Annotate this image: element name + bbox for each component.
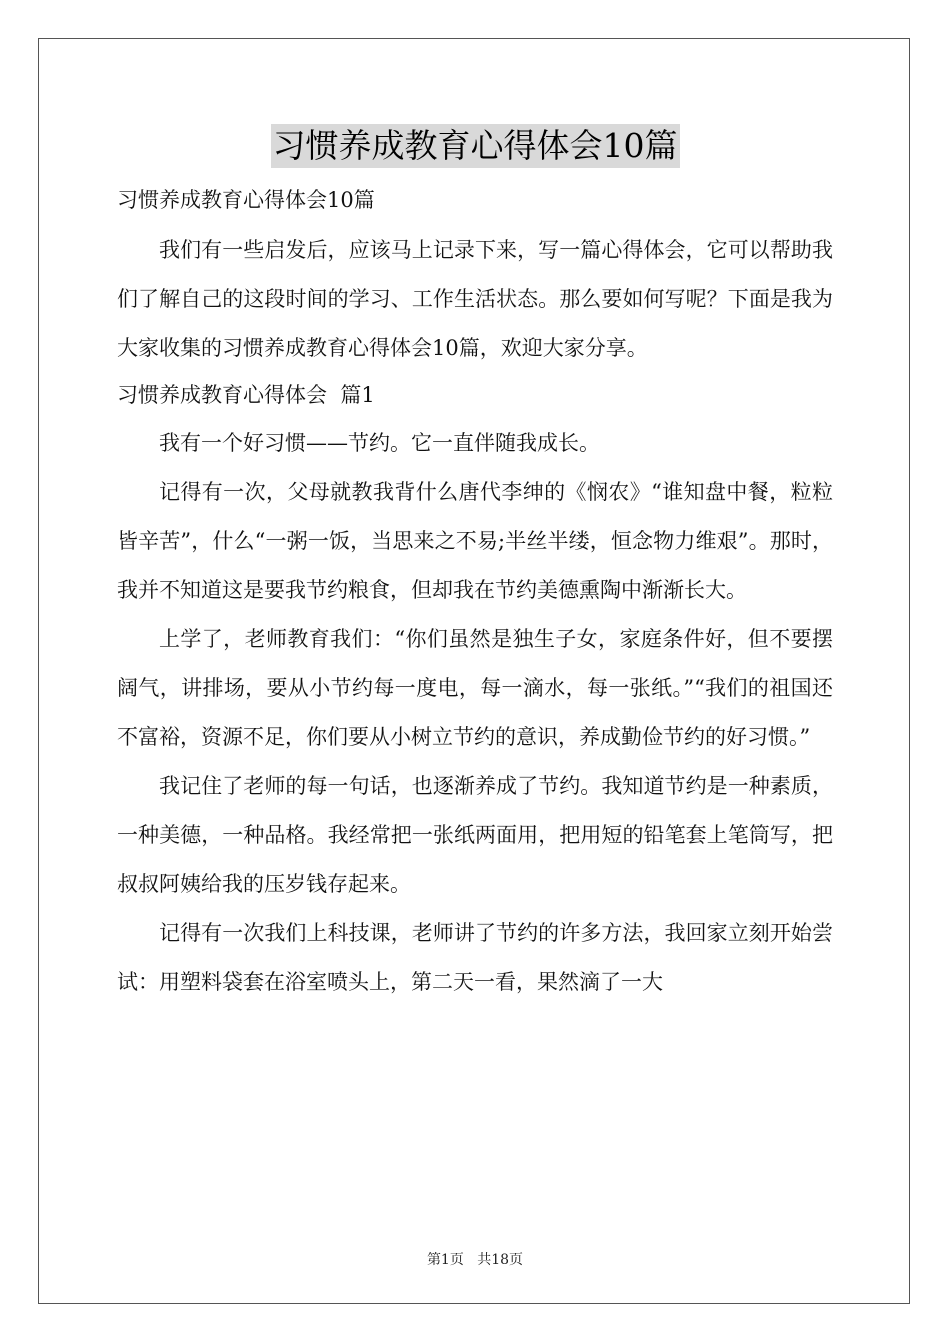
body-paragraph: 记得有一次我们上科技课，老师讲了节约的许多方法，我回家立刻开始尝试：用塑料袋套在浴室喷头上，第二天一看，果然滴了一大: [117, 921, 833, 994]
page-footer: [0, 1249, 950, 1269]
intro-paragraph: 我们有一些启发后，应该马上记录下来，写一篇心得体会，它可以帮助我们了解自己的这段时间的学习、工作生活状态。那么要如何写呢？下面是我为大家收集的习惯养成教育心得体会10篇，欢迎大家分享。: [117, 238, 833, 360]
total-pages: 共18页: [477, 1252, 524, 1268]
page-number: 第1页: [426, 1252, 464, 1268]
section-heading: 习惯养成教育心得体会 篇1: [117, 383, 375, 407]
title-container: [0, 124, 950, 168]
body-paragraph: 记得有一次，父母就教我背什么唐代李绅的《悯农》“谁知盘中餐，粒粒皆辛苦”，什么“一粥一饭，当思来之不易;半丝半缕，恒念物力维艰”。那时，我并不知道这是要我节约粮食，但却我在节约美德熏陶中渐渐长大。: [117, 480, 833, 602]
body-paragraph: 我有一个好习惯——节约。它一直伴随我成长。: [159, 431, 600, 455]
document-body: [117, 178, 833, 1007]
document-subtitle: 习惯养成教育心得体会10篇: [117, 188, 375, 212]
body-paragraph: 我记住了老师的每一句话，也逐渐养成了节约。我知道节约是一种素质，一种美德，一种品格。我经常把一张纸两面用，把用短的铅笔套上笔筒写，把叔叔阿姨给我的压岁钱存起来。: [117, 774, 833, 896]
body-paragraph: 上学了，老师教育我们：“你们虽然是独生子女，家庭条件好，但不要摆阔气，讲排场，要从小节约每一度电，每一滴水，每一张纸。”“我们的祖国还不富裕，资源不足，你们要从小树立节约的意识，养成勤俭节约的好习惯。”: [117, 627, 833, 749]
document-title: 习惯养成教育心得体会10篇: [271, 124, 680, 168]
